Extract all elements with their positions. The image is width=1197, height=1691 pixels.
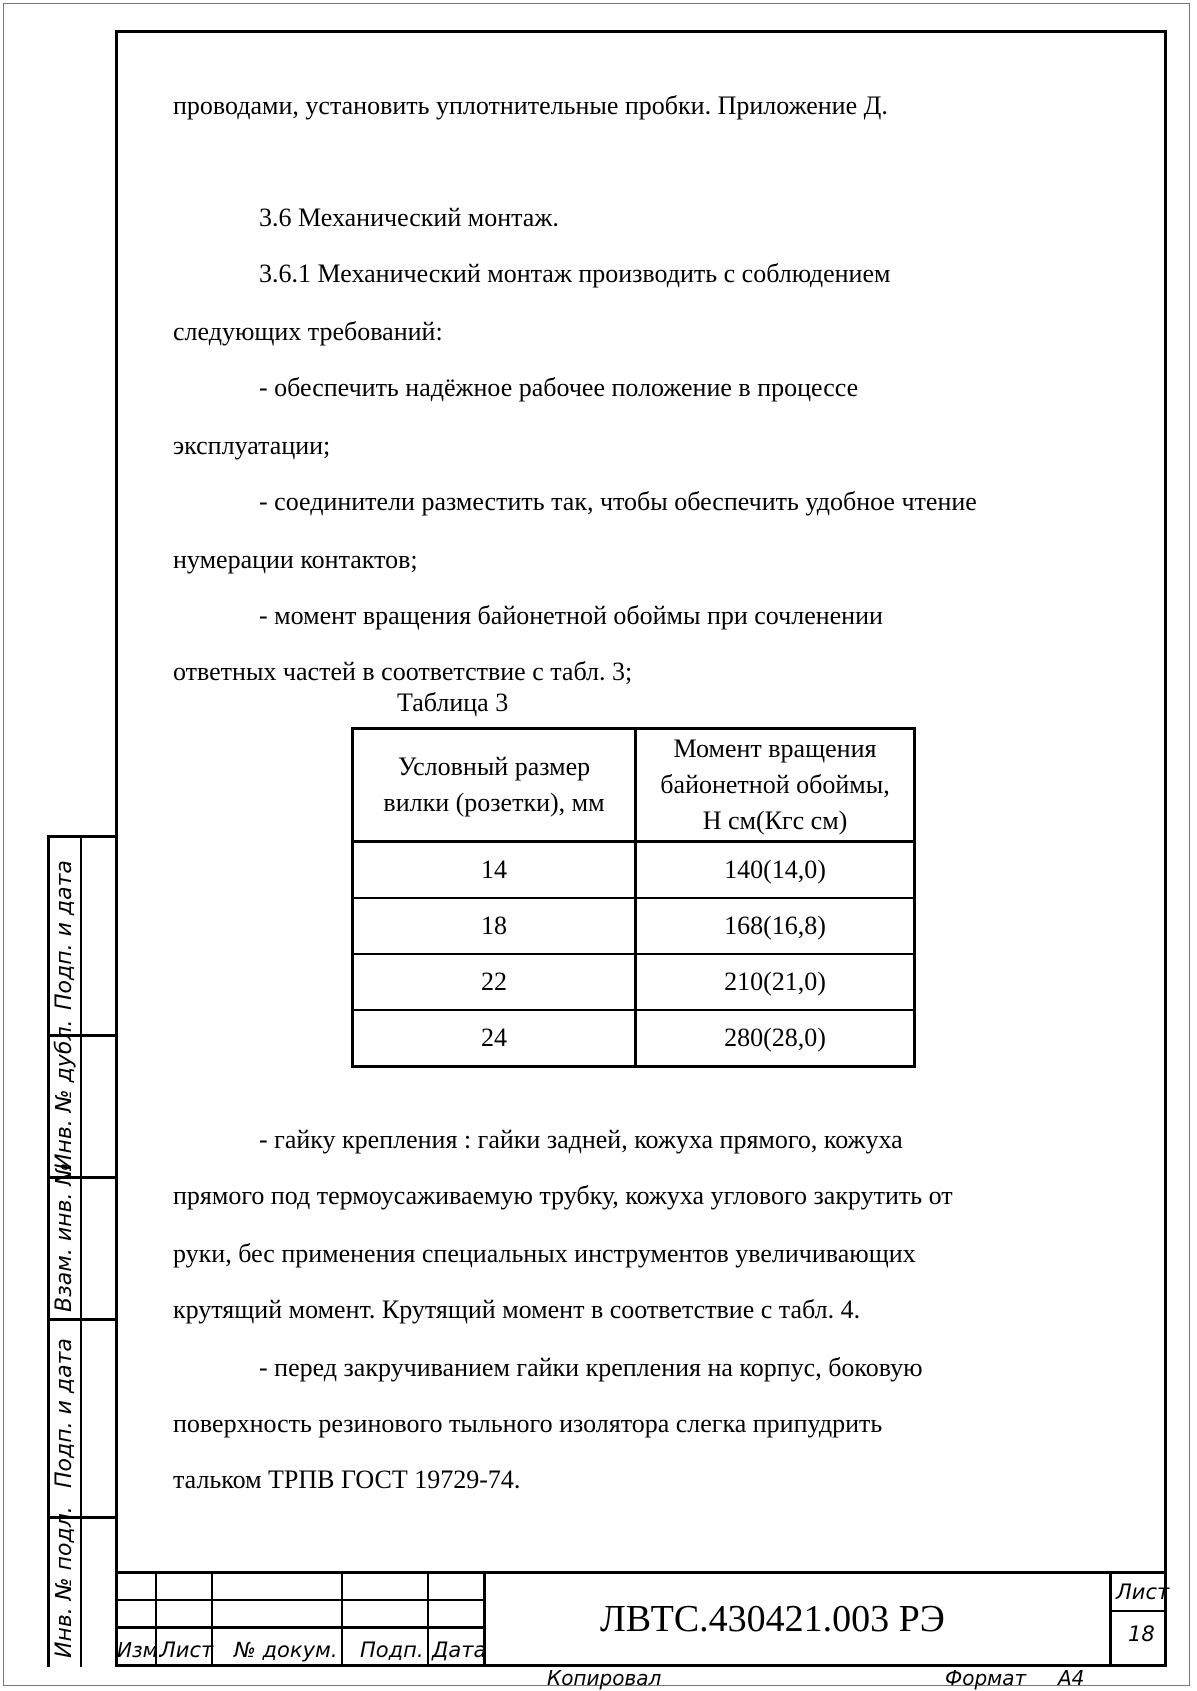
cell-size: 14: [353, 842, 636, 899]
col-label-doc-number: № докум.: [234, 1638, 338, 1662]
table-row: [353, 842, 915, 899]
table-header-row: [353, 729, 915, 842]
cell-size: 18: [353, 898, 636, 954]
header-torque-line2: байонетной обоймы,: [660, 770, 890, 799]
side-stamp-left-border: [47, 836, 50, 1667]
paragraph-line: эксплуатации;: [173, 431, 331, 460]
table-caption: Таблица 3: [397, 688, 509, 717]
table-row: [353, 898, 915, 954]
title-block-col-line: [341, 1571, 343, 1667]
paragraph-line: тальком ТРПВ ГОСТ 19729-74.: [173, 1465, 521, 1494]
side-label-sign-date-2: Подп. и дата: [52, 1338, 77, 1488]
paragraph-line: проводами, установить уплотнительные пробки. Приложение Д.: [173, 91, 888, 120]
table-row: [353, 1010, 915, 1067]
cell-torque: 280(28,0): [636, 1010, 915, 1067]
title-block-top-border: [115, 1571, 1167, 1574]
col-label-signature: Подп.: [360, 1638, 424, 1662]
col-label-date: Дата: [432, 1638, 487, 1662]
format-label: Формат: [945, 1666, 1027, 1690]
side-label-orig-inv: Инв. № подл.: [52, 1506, 77, 1658]
paragraph-line: - обеспечить надёжное рабочее положение в процессе: [259, 373, 859, 402]
paragraph-line: ответных частей в соответствие с табл. 3;: [173, 657, 633, 686]
col-label-sheet: Лист: [160, 1638, 214, 1662]
paragraph-line: 3.6.1 Механический монтаж производить с соблюдением: [259, 259, 891, 288]
title-block-sheet-line: [1109, 1610, 1167, 1612]
side-label-dup-inv: Инв. № дубл.: [52, 1019, 77, 1170]
document-code: ЛВТС.430421.003 РЭ: [600, 1598, 945, 1640]
paragraph-line: следующих требований:: [173, 317, 443, 346]
title-block-col-line: [1109, 1571, 1112, 1667]
paragraph-line: руки, бес применения специальных инструментов увеличивающих: [173, 1239, 916, 1268]
paragraph-line: нумерации контактов;: [173, 545, 418, 574]
paragraph-line: - момент вращения байонетной обоймы при сочленении: [259, 601, 883, 630]
torque-table: [351, 727, 916, 1068]
header-size: [353, 729, 636, 842]
sheet-number: 18: [1128, 1622, 1155, 1646]
side-label-replace-inv: Взам. инв. №: [52, 1162, 77, 1312]
side-label-sign-date: Подп. и дата: [52, 860, 77, 1010]
cell-torque: 210(21,0): [636, 954, 915, 1010]
section-heading: 3.6 Механический монтаж.: [259, 203, 559, 232]
cell-size: 24: [353, 1010, 636, 1067]
title-block-row-line: [115, 1626, 485, 1629]
header-torque-line3: Н см(Кгс см): [702, 806, 848, 835]
header-torque: [636, 729, 915, 842]
paragraph-line: - гайку крепления : гайки задней, кожуха прямого, кожуха: [259, 1125, 903, 1154]
header-size-line2: вилки (розетки), мм: [383, 788, 605, 817]
copied-label: Копировал: [547, 1666, 662, 1690]
cell-torque: 168(16,8): [636, 898, 915, 954]
paragraph-line: поверхность резинового тыльного изолятора слегка припудрить: [173, 1409, 883, 1438]
cell-size: 22: [353, 954, 636, 1010]
header-size-line1: Условный размер: [397, 752, 591, 781]
side-stamp-top: [47, 835, 117, 838]
table-row: [353, 954, 915, 1010]
side-stamp-sep: [47, 1318, 117, 1321]
paragraph-line: прямого под термоусаживаемую трубку, кожуха углового закрутить от: [173, 1181, 953, 1210]
title-block-row-line: [115, 1599, 485, 1601]
paragraph-line: - соединители разместить так, чтобы обеспечить удобное чтение: [259, 487, 977, 516]
side-stamp-divider: [80, 836, 82, 1667]
format-value: А4: [1058, 1666, 1085, 1690]
col-label-change: Изм.: [117, 1638, 165, 1662]
title-block-col-line: [427, 1571, 429, 1667]
header-torque-line1: Момент вращения: [673, 734, 877, 763]
paragraph-line: крутящий момент. Крутящий момент в соответствие с табл. 4.: [173, 1295, 861, 1324]
paragraph-line: - перед закручиванием гайки крепления на корпус, боковую: [259, 1353, 923, 1382]
sheet-label: Лист: [1116, 1580, 1170, 1604]
cell-torque: 140(14,0): [636, 842, 915, 899]
